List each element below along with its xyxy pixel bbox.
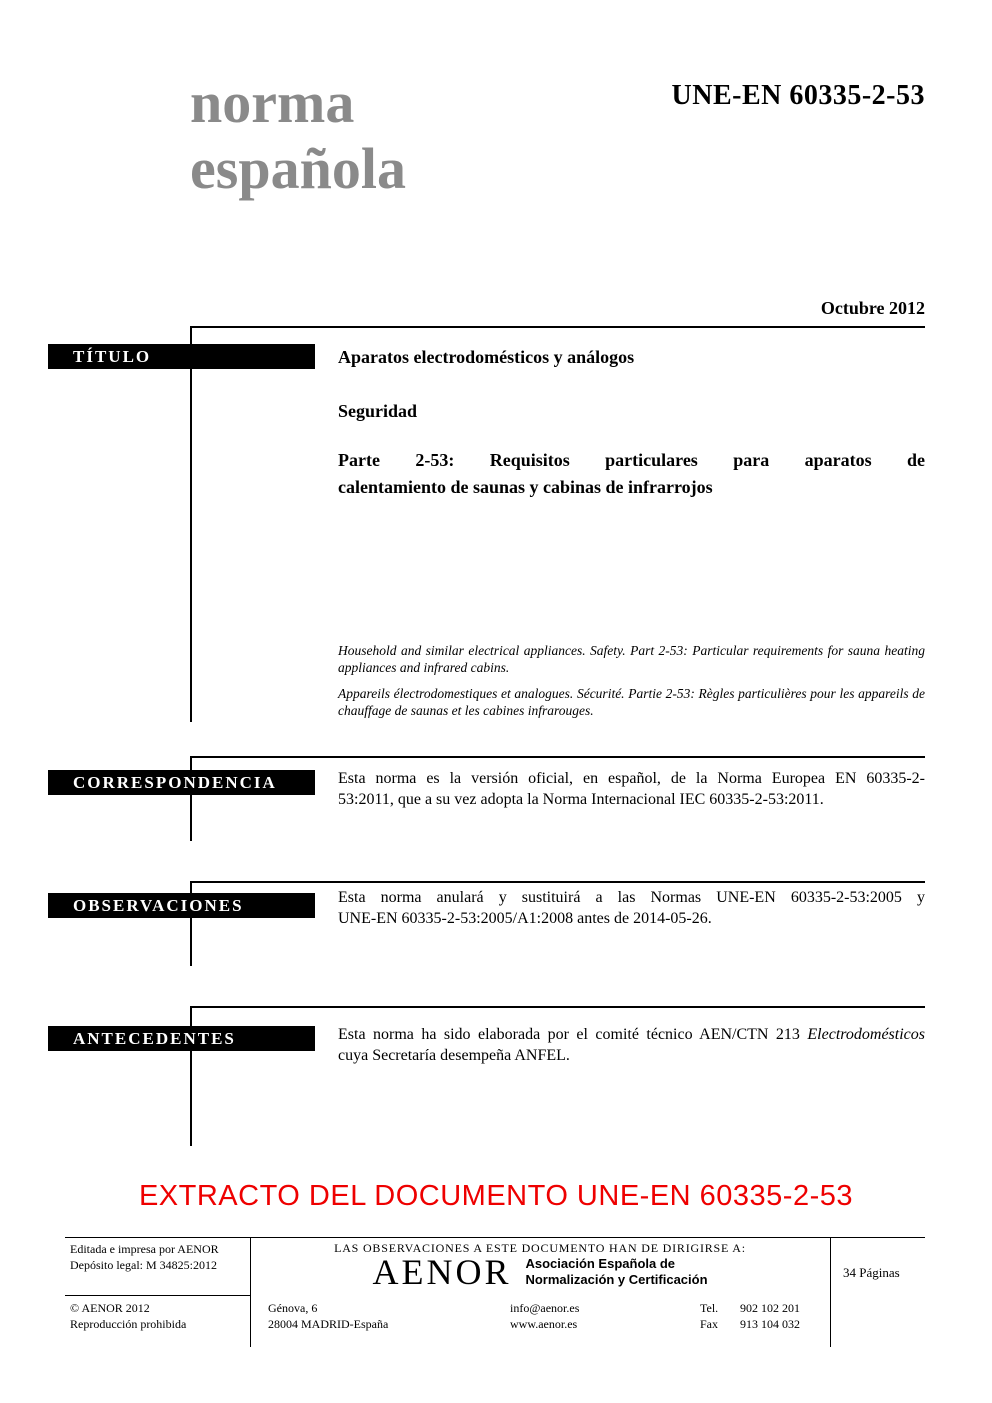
titulo-parte-line1: Parte 2-53: Requisitos particulares para aparatos de (338, 450, 925, 470)
footer-top-rule (65, 1237, 925, 1238)
titulo-label: TÍTULO (73, 347, 152, 366)
titulo-line2: Seguridad (338, 401, 418, 421)
footer-email: info@aenor.es (510, 1301, 580, 1315)
footer-contact-phone (700, 1300, 800, 1332)
footer-left-rule (65, 1295, 250, 1296)
aenor-tagline-line1: Asociación Española de (525, 1256, 676, 1271)
antecedentes-top-rule (190, 1006, 925, 1008)
observaciones-line2: UNE-EN 60335-2-53:2005/A1:2008 antes de 2014-05-26. (338, 909, 712, 927)
antecedentes-label-box (48, 1026, 315, 1051)
footer-web: www.aenor.es (510, 1317, 578, 1331)
antecedentes-line2: cuya Secretaría desempeña ANFEL. (338, 1046, 570, 1064)
titulo-line1: Aparatos electrodomésticos y análogos (338, 347, 635, 367)
extracto-text: EXTRACTO DEL DOCUMENTO UNE-EN 60335-2-53 (138, 1180, 854, 1212)
footer-copyright (70, 1300, 246, 1332)
correspondencia-line1: Esta norma es la versión oficial, en español, de la Norma Europea EN 60335-2- (338, 770, 925, 787)
footer-edited-line2: Depósito legal: M 34825:2012 (70, 1258, 217, 1272)
footer-edited-line1: Editada e impresa por AENOR (70, 1242, 219, 1256)
aenor-tagline-line2: Normalización y Certificación (525, 1272, 708, 1287)
brand-line1: norma (190, 70, 355, 135)
observaciones-label-box (48, 893, 315, 918)
antecedentes-line1 (338, 1025, 925, 1046)
brand-line2: española (190, 136, 406, 201)
footer-address (268, 1300, 388, 1332)
correspondencia-text (338, 769, 925, 810)
correspondencia-line2: 53:2011, que a su vez adopta la Norma Internacional IEC 60335-2-53:2011. (338, 790, 824, 808)
observaciones-top-rule (190, 881, 925, 883)
observaciones-label: OBSERVACIONES (73, 896, 244, 915)
footer-right-divider (830, 1237, 831, 1347)
titulo-parte (338, 447, 925, 501)
footer-address-line2: 28004 MADRID-España (268, 1317, 389, 1331)
aenor-logo-row (250, 1252, 830, 1292)
titulo-vertical-rule (190, 326, 192, 722)
observaciones-line1: Esta norma anulará y sustituirá a las Normas UNE-EN 60335-2-53:2005 y (338, 889, 925, 906)
antecedentes-line1-before: Esta norma ha sido elaborada por el comité técnico AEN/CTN 213 (338, 1026, 800, 1043)
observaciones-text (338, 888, 925, 929)
aenor-tagline (525, 1256, 707, 1288)
footer-contact-web (510, 1300, 579, 1332)
doc-code: UNE-EN 60335-2-53 (671, 80, 925, 111)
footer-observations-note: LAS OBSERVACIONES A ESTE DOCUMENTO HAN DE DIRIGIRSE A: (334, 1241, 746, 1255)
titulo-parte-line2: calentamiento de saunas y cabinas de infrarrojos (338, 477, 713, 497)
titulo-french: Appareils électrodomestiques et analogues. Sécurité. Partie 2-53: Règles particulières pour les appareils de chauffage de saunas et les cabines infrarouges. (338, 686, 925, 718)
footer-fax-number: 913 104 032 (740, 1317, 800, 1331)
correspondencia-top-rule (190, 756, 925, 758)
doc-date: Octubre 2012 (820, 298, 925, 318)
correspondencia-label: CORRESPONDENCIA (73, 773, 277, 792)
footer-copyright-line2: Reproducción prohibida (70, 1317, 187, 1331)
correspondencia-label-box (48, 770, 315, 795)
antecedentes-label: ANTECEDENTES (73, 1029, 236, 1048)
footer-edited (70, 1241, 246, 1273)
footer-fax-label: Fax (700, 1317, 718, 1331)
titulo-label-box (48, 344, 315, 369)
brand-logo (190, 70, 406, 202)
titulo-english: Household and similar electrical appliances. Safety. Part 2-53: Particular requirements for sauna heating appliances and infrared cabins. (338, 643, 925, 675)
antecedentes-text (338, 1025, 925, 1066)
aenor-logo: AENOR (372, 1252, 512, 1292)
titulo-top-rule (190, 326, 925, 328)
footer-pages: 34 Páginas (843, 1265, 900, 1280)
footer-tel-number: 902 102 201 (740, 1301, 800, 1315)
correspondencia-vertical-rule (190, 756, 192, 841)
antecedentes-line1-italic: Electrodomésticos (807, 1026, 925, 1043)
footer-tel-label: Tel. (700, 1301, 719, 1315)
footer-address-line1: Génova, 6 (268, 1301, 318, 1315)
footer-copyright-line1: © AENOR 2012 (70, 1301, 150, 1315)
